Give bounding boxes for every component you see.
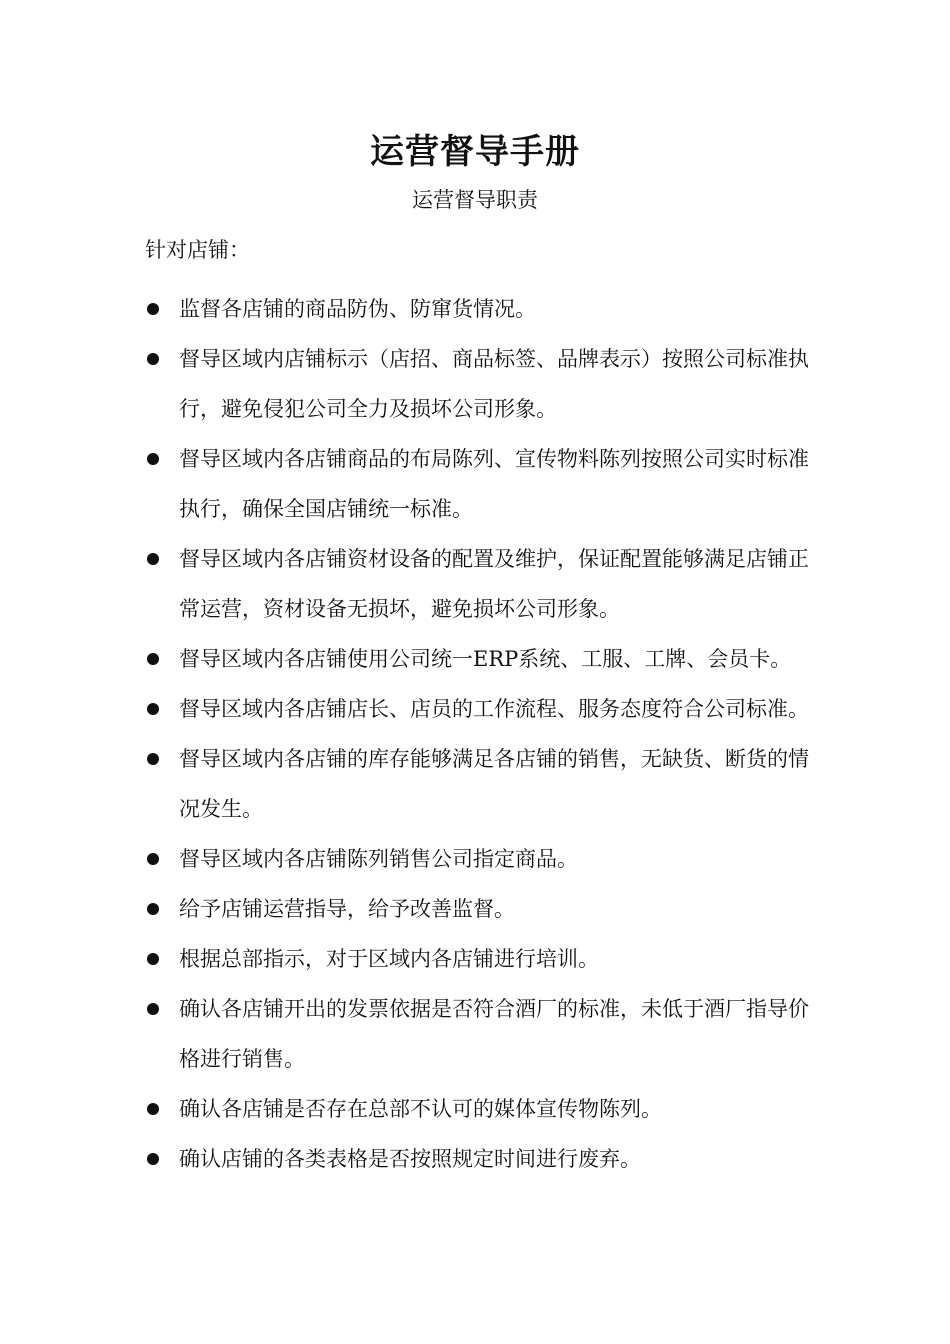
list-item-text: 监督各店铺的商品防伪、防窜货情况。 <box>179 297 536 321</box>
document-title: 运营督导手册 <box>370 132 580 172</box>
list-item-text: 根据总部指示，对于区域内各店铺进行培训。 <box>179 947 599 971</box>
bullet-icon <box>147 1003 159 1015</box>
bullet-icon <box>147 653 159 665</box>
bullet-icon <box>147 1103 159 1115</box>
bullet-icon <box>147 453 159 465</box>
list-item-text: 确认各店铺是否存在总部不认可的媒体宣传物陈列。 <box>179 1097 662 1121</box>
section-label: 针对店铺： <box>145 238 250 262</box>
list-item <box>145 934 825 984</box>
list-item <box>145 284 825 334</box>
list-item-text: 确认各店铺开出的发票依据是否符合酒厂的标准，未低于酒厂指导价格进行销售。 <box>179 997 809 1071</box>
list-item <box>145 984 825 1084</box>
list-item-text: 督导区域内各店铺陈列销售公司指定商品。 <box>179 847 578 871</box>
duty-list <box>145 284 825 1184</box>
bullet-icon <box>147 903 159 915</box>
list-item-text: 督导区域内各店铺使用公司统一ERP系统、工服、工牌、会员卡。 <box>179 647 792 671</box>
list-item <box>145 434 825 534</box>
list-item-text: 督导区域内各店铺资材设备的配置及维护，保证配置能够满足店铺正常运营，资材设备无损坏，避免损坏公司形象。 <box>179 547 809 621</box>
list-item-text: 督导区域内各店铺的库存能够满足各店铺的销售，无缺货、断货的情况发生。 <box>179 747 809 821</box>
bullet-icon <box>147 953 159 965</box>
list-item-text: 督导区域内店铺标示（店招、商品标签、品牌表示）按照公司标准执行，避免侵犯公司全力及损坏公司形象。 <box>179 347 809 421</box>
bullet-icon <box>147 853 159 865</box>
bullet-icon <box>147 1153 159 1165</box>
list-item <box>145 834 825 884</box>
bullet-icon <box>147 303 159 315</box>
list-item <box>145 634 825 684</box>
document-subtitle: 运营督导职责 <box>412 188 538 212</box>
list-item <box>145 334 825 434</box>
bullet-icon <box>147 353 159 365</box>
bullet-icon <box>147 703 159 715</box>
list-item <box>145 1084 825 1134</box>
list-item <box>145 734 825 834</box>
list-item <box>145 884 825 934</box>
list-item-text: 督导区域内各店铺店长、店员的工作流程、服务态度符合公司标准。 <box>179 697 809 721</box>
list-item <box>145 534 825 634</box>
list-item <box>145 1134 825 1184</box>
bullet-icon <box>147 553 159 565</box>
list-item-text: 督导区域内各店铺商品的布局陈列、宣传物料陈列按照公司实时标准执行，确保全国店铺统一标准。 <box>179 447 809 521</box>
list-item-text: 给予店铺运营指导，给予改善监督。 <box>179 897 515 921</box>
list-item-text: 确认店铺的各类表格是否按照规定时间进行废弃。 <box>179 1147 641 1171</box>
list-item <box>145 684 825 734</box>
bullet-icon <box>147 753 159 765</box>
